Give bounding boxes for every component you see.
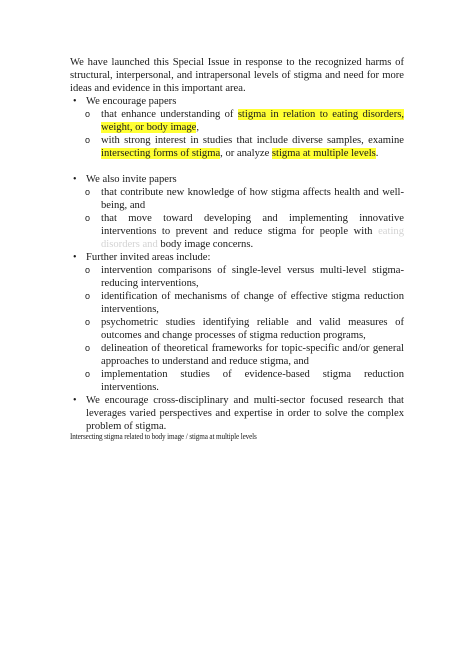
document-body bbox=[70, 56, 404, 433]
sub-item bbox=[70, 316, 404, 342]
caption-note: Intersecting stigma related to body image / stigma at multiple levels bbox=[70, 432, 257, 441]
intro-paragraph: We have launched this Special Issue in response to the recognized harms of structural, interpersonal, and intrapersonal levels of stigma and need for more ideas and evidence in this important area. bbox=[70, 57, 404, 94]
sub-item-text: intervention comparisons of single-level versus multi-level stigma-reducing interventions, bbox=[101, 265, 404, 289]
bullet-label: Further invited areas include: bbox=[86, 252, 211, 263]
highlighted-text: stigma in relation to eating disorders, weight, or body image bbox=[101, 109, 404, 133]
sub-marker: o bbox=[85, 109, 91, 119]
bullet-further-areas bbox=[70, 251, 404, 264]
sub-marker: o bbox=[85, 317, 91, 327]
bullet-label: We encourage cross-disciplinary and multi-sector focused research that leverages varied perspectives and expertise in order to solve the complex problem of stigma. bbox=[86, 395, 404, 432]
sub-marker: o bbox=[85, 369, 91, 379]
sub-item-text: that move toward developing and implementing innovative interventions to prevent and reduce stigma for people with bbox=[101, 213, 404, 237]
bullet-marker: • bbox=[73, 174, 77, 185]
bullet-label: We encourage papers bbox=[86, 96, 177, 107]
sub-item bbox=[70, 108, 404, 134]
sub-item bbox=[70, 212, 404, 251]
sub-item-text: . bbox=[375, 148, 379, 159]
sub-marker: o bbox=[85, 135, 91, 145]
highlighted-text: stigma at multiple levels bbox=[271, 148, 376, 159]
sub-item-text: body image concerns. bbox=[157, 239, 254, 250]
bullet-cross-disciplinary bbox=[70, 394, 404, 433]
sub-marker: o bbox=[85, 213, 91, 223]
sub-item-text: psychometric studies identifying reliable and valid measures of outcomes and change processes of stigma reduction programs, bbox=[101, 317, 404, 341]
spacer bbox=[70, 160, 404, 173]
sub-item-text: delineation of theoretical frameworks for topic-specific and/or general approaches to understand and reduce stigma, and bbox=[101, 343, 404, 367]
sub-item bbox=[70, 368, 404, 394]
bullet-label: We also invite papers bbox=[86, 174, 177, 185]
bullet-marker: • bbox=[73, 252, 77, 263]
sub-marker: o bbox=[85, 265, 91, 275]
bullet-marker: • bbox=[73, 96, 77, 107]
highlighted-text: intersecting forms of stigma bbox=[101, 148, 221, 159]
sub-item bbox=[70, 290, 404, 316]
sub-item-text: that enhance understanding of bbox=[101, 109, 238, 120]
bullet-encourage-papers bbox=[70, 95, 404, 108]
sub-item bbox=[70, 134, 404, 160]
bullet-marker: • bbox=[73, 395, 77, 406]
sub-item-text: that contribute new knowledge of how stigma affects health and well-being, and bbox=[101, 187, 404, 211]
sub-item-text: , or analyze bbox=[220, 148, 272, 159]
sub-item-text: identification of mechanisms of change of effective stigma reduction interventions, bbox=[101, 291, 404, 315]
sub-item bbox=[70, 264, 404, 290]
sub-marker: o bbox=[85, 187, 91, 197]
bullet-invite-papers bbox=[70, 173, 404, 186]
sub-item-text: with strong interest in studies that include diverse samples, examine bbox=[101, 135, 404, 146]
sub-item bbox=[70, 186, 404, 212]
sub-marker: o bbox=[85, 343, 91, 353]
sub-item-text: implementation studies of evidence-based stigma reduction interventions. bbox=[101, 369, 404, 393]
faint-text: eating disorders and bbox=[101, 226, 404, 250]
sub-marker: o bbox=[85, 291, 91, 301]
sub-item bbox=[70, 342, 404, 368]
sub-item-text: , bbox=[196, 122, 199, 133]
